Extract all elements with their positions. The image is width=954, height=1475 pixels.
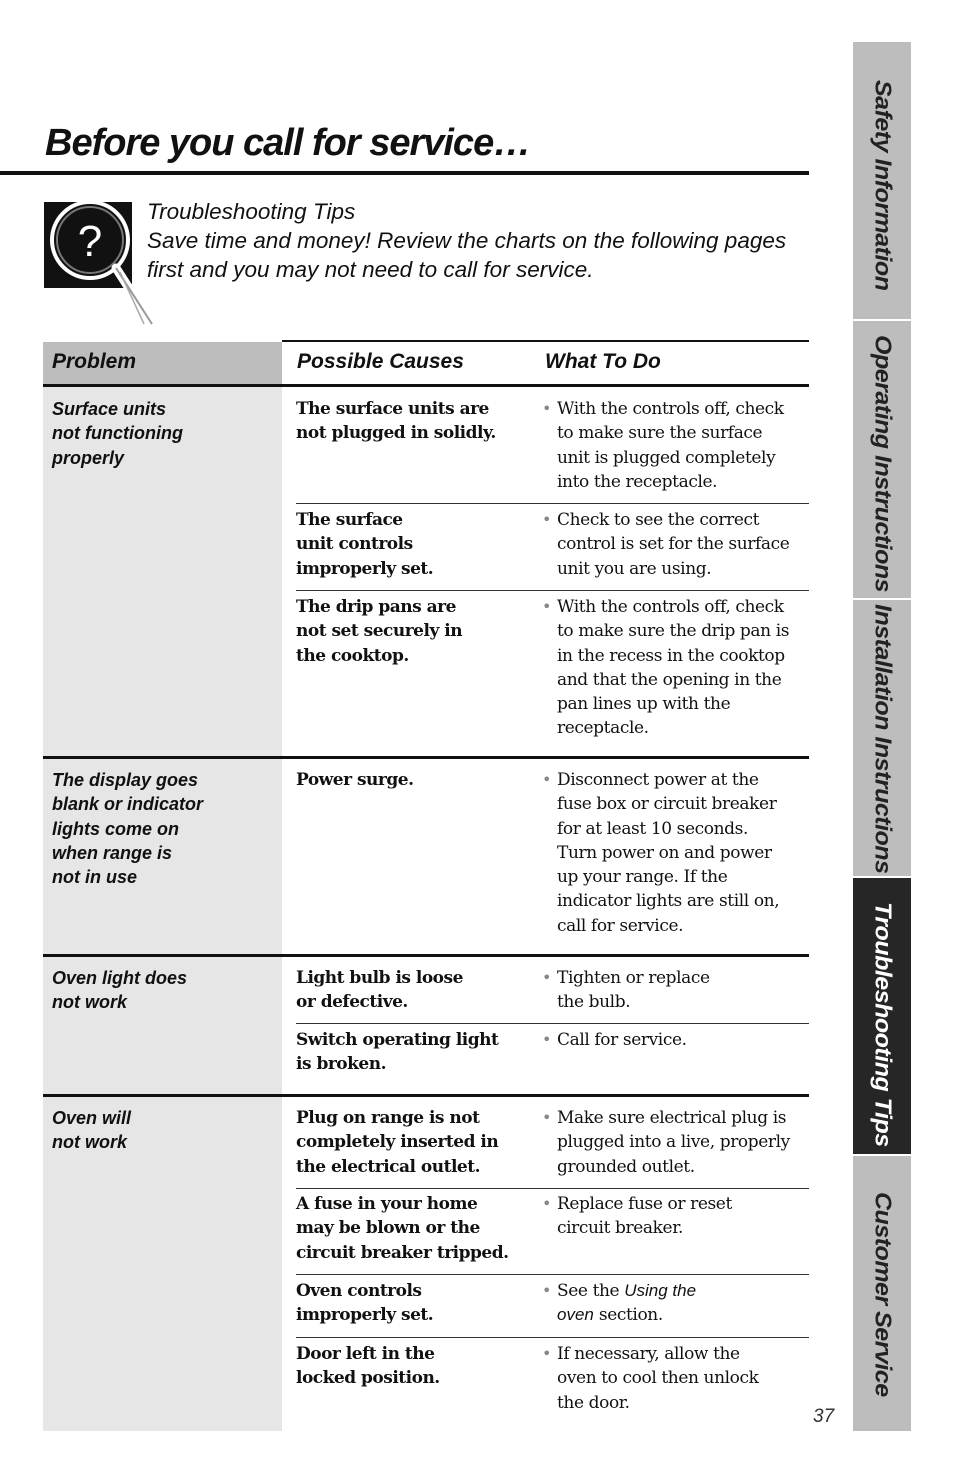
todo-text: • Tighten or replace the bulb. <box>542 968 710 1013</box>
bullet-icon: • <box>542 770 552 789</box>
title-rule <box>0 171 809 175</box>
tab-operating-instructions[interactable]: Operating Instructions <box>853 321 911 598</box>
cause-text: Plug on range is not completely inserted in the electrical outlet. <box>296 1108 499 1177</box>
tab-customer-service[interactable]: Customer Service <box>853 1156 911 1431</box>
section-divider <box>43 1094 809 1097</box>
bullet-icon: • <box>542 1030 552 1049</box>
header-possible-causes: Possible Causes <box>297 350 464 373</box>
cause-text: The drip pans are not set securely in the cooktop. <box>296 597 463 666</box>
todo-text: • With the controls off, check to make sure the surface unit is plugged completely into the receptacle. <box>542 399 784 492</box>
row-divider <box>296 1188 809 1189</box>
page-title: Before you call for service… <box>45 122 531 164</box>
row-divider <box>296 590 809 591</box>
row-divider <box>296 1274 809 1275</box>
bullet-icon: • <box>542 399 552 418</box>
intro-line-2: first and you may not need to call for service. <box>147 257 594 282</box>
todo-text: • Replace fuse or reset circuit breaker. <box>542 1194 732 1239</box>
cause-text: Switch operating light is broken. <box>296 1030 499 1075</box>
intro-heading: Troubleshooting Tips <box>147 199 356 224</box>
cause-text: Door left in the locked position. <box>296 1344 440 1389</box>
magnifier-question-icon <box>44 196 159 331</box>
svg-text:?: ? <box>77 217 103 266</box>
intro-line-1: Save time and money! Review the charts on the following pages <box>147 228 787 253</box>
problem-oven-light: Oven light does not work <box>52 968 188 1013</box>
bullet-icon: • <box>542 510 552 529</box>
table-top-rule <box>282 340 809 342</box>
tab-installation-instructions[interactable]: Installation Instructions <box>853 600 911 876</box>
todo-text: • Check to see the correct control is set for the surface unit you are using. <box>542 510 790 579</box>
bullet-icon: • <box>542 968 552 987</box>
bullet-icon: • <box>542 597 552 616</box>
todo-text: • With the controls off, check to make sure the drip pan is in the recess in the cooktop and that the opening in the pan lines up with the receptacle. <box>542 597 790 739</box>
tab-troubleshooting-tips[interactable]: Troubleshooting Tips <box>853 878 911 1154</box>
bullet-icon: • <box>542 1281 552 1300</box>
tab-safety-information[interactable]: Safety Information <box>853 42 911 319</box>
section-divider <box>43 954 809 957</box>
cause-text: A fuse in your home may be blown or the circuit breaker tripped. <box>296 1194 509 1263</box>
cause-text: The surface unit controls improperly set. <box>296 510 434 579</box>
row-divider <box>296 1023 809 1024</box>
cause-text: The surface units are not plugged in solidly. <box>296 399 496 444</box>
problem-oven-not-work: Oven will not work <box>52 1108 132 1153</box>
header-problem: Problem <box>52 350 137 373</box>
todo-text: • If necessary, allow the oven to cool then unlock the door. <box>542 1344 759 1413</box>
cause-text: Light bulb is loose or defective. <box>296 968 463 1013</box>
row-divider <box>296 1337 809 1338</box>
header-what-to-do: What To Do <box>545 350 661 373</box>
cause-text: Power surge. <box>296 770 414 790</box>
todo-text: • Disconnect power at the fuse box or circuit breaker for at least 10 seconds. Turn power on and power up your range. If the indicator lights are still on, call for service. <box>542 770 780 936</box>
problem-display-blank: The display goes blank or indicator lights come on when range is not in use <box>52 770 204 888</box>
bullet-icon: • <box>542 1194 552 1213</box>
todo-text: • Call for service. <box>542 1028 812 1052</box>
side-tab-bar <box>853 42 911 1431</box>
page-number: 37 <box>813 1406 835 1427</box>
bullet-icon: • <box>542 1108 552 1127</box>
todo-text: • See the Using the oven section. <box>542 1281 697 1326</box>
row-divider <box>296 503 809 504</box>
cause-text: Oven controls improperly set. <box>296 1281 434 1326</box>
problem-surface-units: Surface units not functioning properly <box>52 399 183 468</box>
intro-text <box>147 197 807 284</box>
todo-text: • Make sure electrical plug is plugged into a live, properly grounded outlet. <box>542 1108 790 1177</box>
section-divider <box>43 756 809 759</box>
bullet-icon: • <box>542 1344 552 1363</box>
